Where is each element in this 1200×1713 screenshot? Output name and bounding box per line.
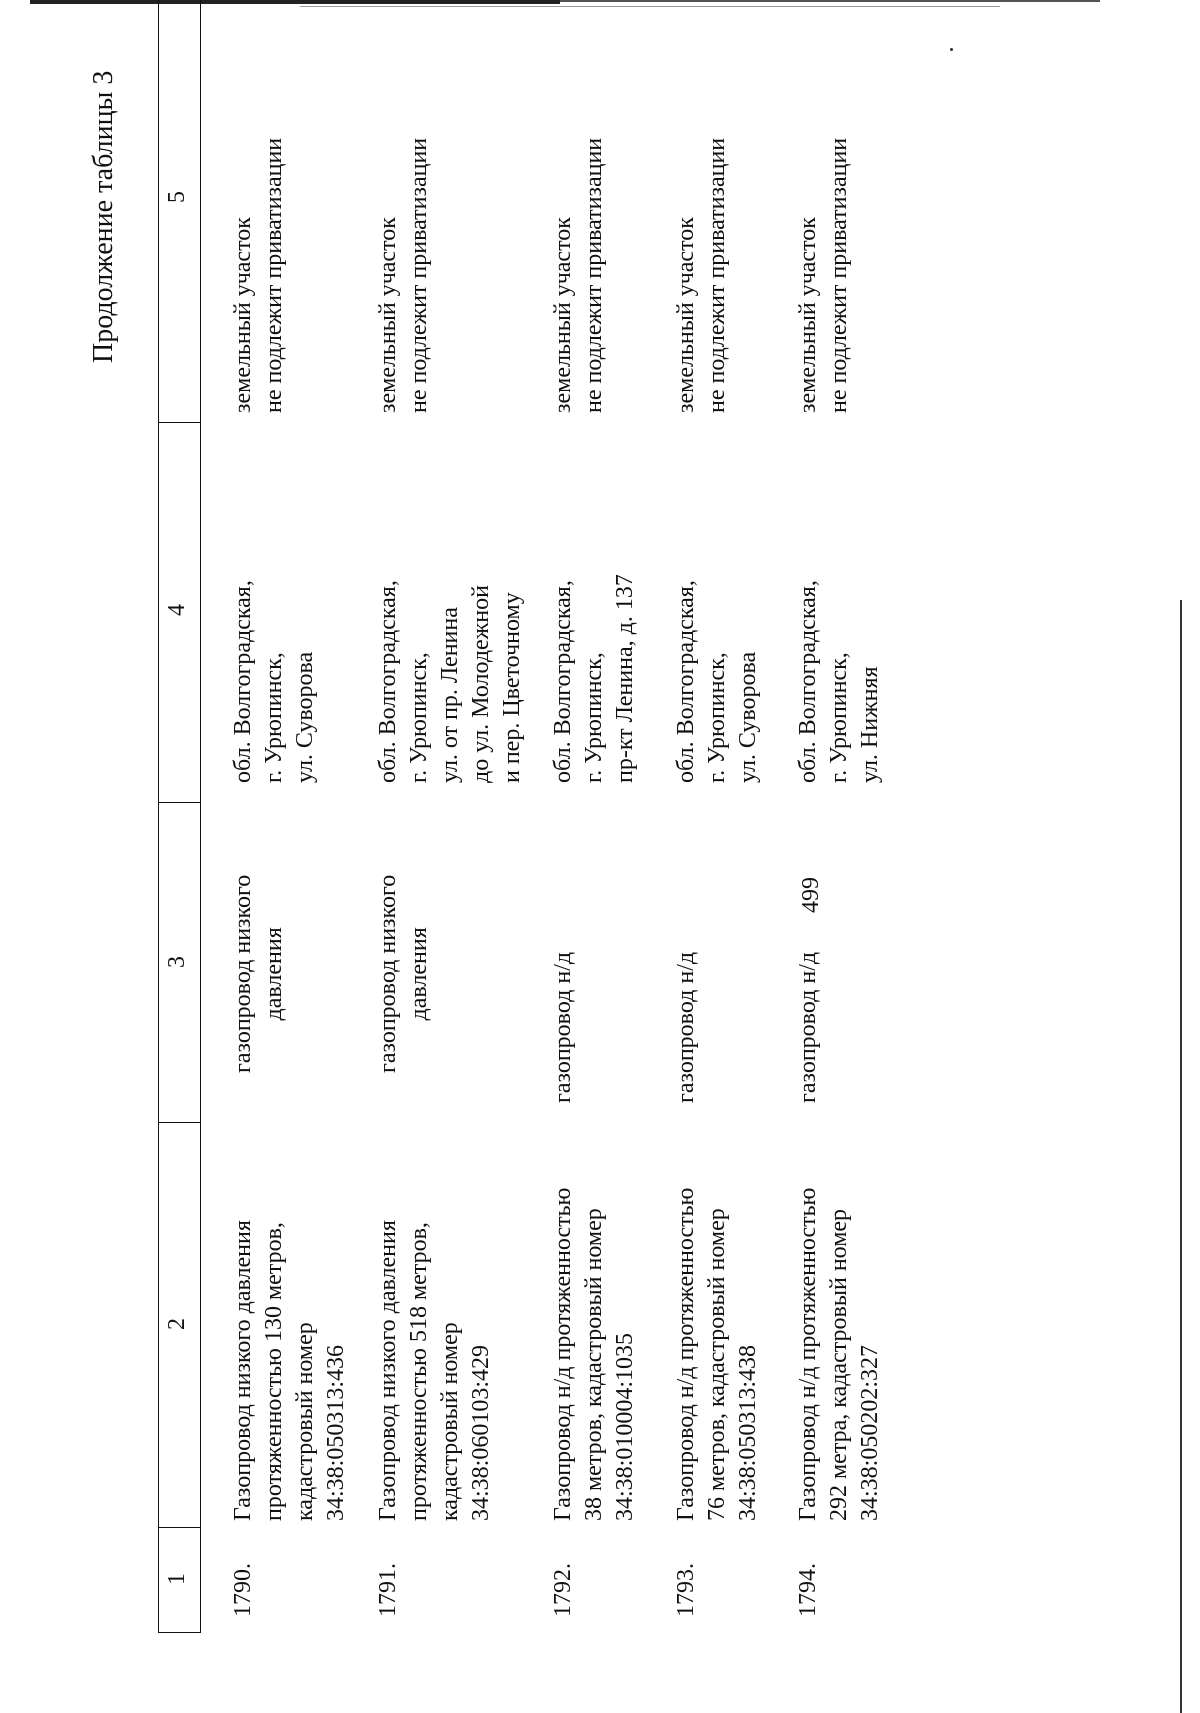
table-header-border bbox=[200, 0, 201, 1633]
address-cell: обл. Волгоградская, г. Урюпинск, ул. от пр. Ленина до ул. Молодежной и пер. Цветочному bbox=[375, 580, 525, 783]
address-cell: обл. Волгоградская, г. Урюпинск, ул. Суворова bbox=[673, 580, 761, 783]
object-name-cell: Газопровод н/д протяженностью 292 метра, кадастровый номер 34:38:050202:327 bbox=[795, 1187, 883, 1521]
note-cell: земельный участок не подлежит приватизации bbox=[230, 137, 287, 413]
page-number: 499 bbox=[798, 877, 824, 913]
column-header-1: 1 bbox=[164, 1573, 190, 1585]
continuation-label: Продолжение таблицы 3 bbox=[88, 70, 119, 363]
table-col-divider bbox=[158, 1632, 200, 1633]
object-type-cell: газопровод н/д bbox=[795, 951, 821, 1103]
row-number-cell: 1793. bbox=[673, 1563, 699, 1617]
table-col-divider bbox=[158, 1527, 200, 1528]
note-cell: земельный участок не подлежит приватизации bbox=[673, 137, 730, 413]
object-type-cell: газопровод низкого давления bbox=[230, 874, 287, 1073]
address-cell: обл. Волгоградская, г. Урюпинск, ул. Нижняя bbox=[795, 580, 883, 783]
object-type-cell: газопровод н/д bbox=[673, 951, 699, 1103]
column-header-2: 2 bbox=[164, 1318, 190, 1330]
row-number-cell: 1790. bbox=[230, 1563, 256, 1617]
note-cell: земельный участок не подлежит приватизации bbox=[795, 137, 852, 413]
table-col-divider bbox=[158, 1122, 200, 1123]
note-cell: земельный участок не подлежит приватизации bbox=[550, 137, 607, 413]
address-cell: обл. Волгоградская, г. Урюпинск, пр-кт Ленина, д. 137 bbox=[550, 574, 638, 783]
object-name-cell: Газопровод низкого давления протяженностью 130 метров, кадастровый номер 34:38:050313:436 bbox=[230, 1220, 349, 1521]
object-name-cell: Газопровод н/д протяженностью 76 метров, кадастровый номер 34:38:050313:438 bbox=[673, 1187, 761, 1521]
row-number-cell: 1791. bbox=[375, 1563, 401, 1617]
column-header-4: 4 bbox=[164, 604, 190, 616]
object-type-cell: газопровод н/д bbox=[550, 951, 576, 1103]
note-cell: земельный участок не подлежит приватизации bbox=[375, 137, 432, 413]
row-number-cell: 1794. bbox=[795, 1563, 821, 1617]
address-cell: обл. Волгоградская, г. Урюпинск, ул. Суворова bbox=[230, 580, 318, 783]
row-number-cell: 1792. bbox=[550, 1563, 576, 1617]
object-type-cell: газопровод низкого давления bbox=[375, 874, 432, 1073]
object-name-cell: Газопровод н/д протяженностью 38 метров, кадастровый номер 34:38:010004:1035 bbox=[550, 1187, 638, 1521]
table-col-divider bbox=[158, 802, 200, 803]
column-header-5: 5 bbox=[164, 191, 190, 203]
table-col-divider bbox=[158, 422, 200, 423]
column-header-3: 3 bbox=[164, 956, 190, 968]
table-top-border bbox=[158, 0, 159, 1633]
object-name-cell: Газопровод низкого давления протяженностью 518 метров, кадастровый номер 34:38:060103:429 bbox=[375, 1220, 494, 1521]
